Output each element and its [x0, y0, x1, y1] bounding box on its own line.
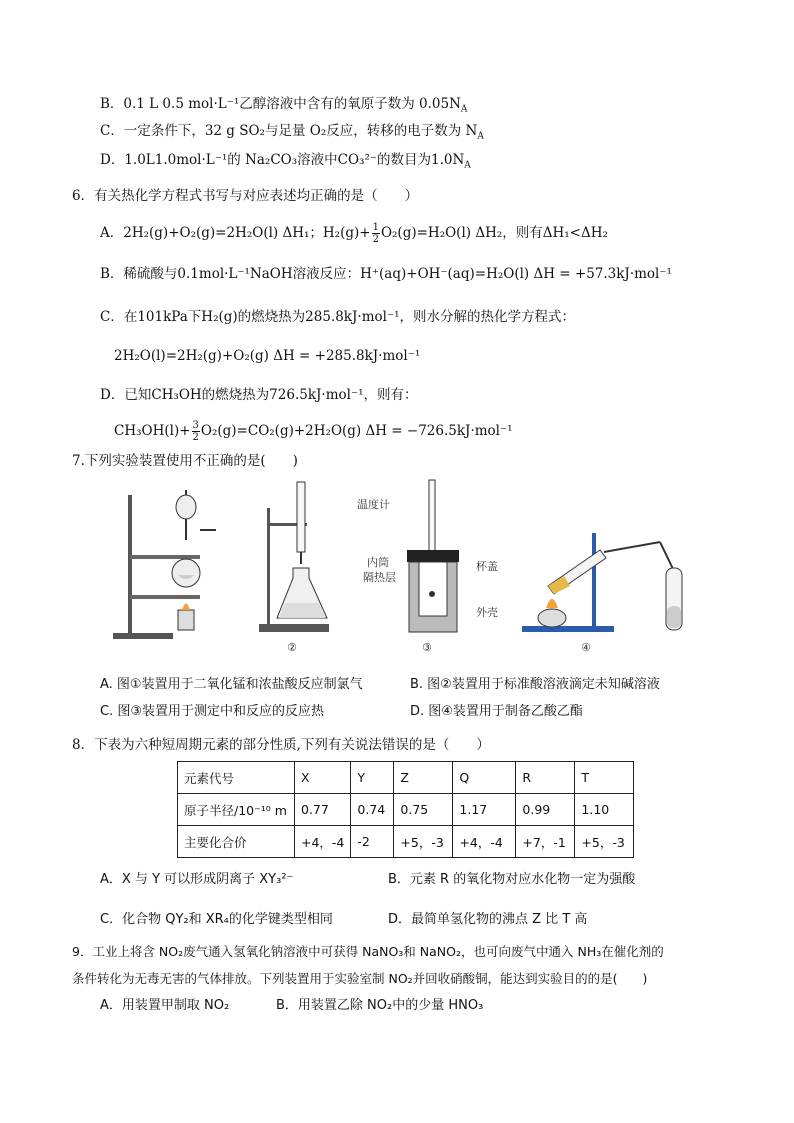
table-header-cell: R: [516, 762, 575, 794]
q6-option-a: A．2H₂(g)+O₂(g)=2H₂O(l) ΔH₁；H₂(g)+ $\frac{1}{2}$ O₂(g)=H₂O(l) ΔH₂，则有ΔH₁<ΔH₂: [100, 222, 608, 245]
q6-stem: 6．有关热化学方程式书写与对应表述均正确的是（ ）: [72, 188, 419, 204]
q7-option-d: D. 图④装置用于制备乙酸乙酯: [410, 704, 583, 719]
lid-label: 杯盖: [476, 560, 498, 573]
table-cell: 0.74: [351, 794, 394, 826]
table-cell: +5，-3: [575, 826, 634, 858]
q5-option-b: B．0.1 L 0.5 mol·L⁻¹乙醇溶液中含有的氧原子数为 $0.05N_A$: [100, 96, 468, 115]
table-header-cell: Z: [394, 762, 453, 794]
q7-option-b: B. 图②装置用于标准酸溶液滴定未知碱溶液: [410, 677, 660, 692]
table-cell: -2: [351, 826, 394, 858]
table-row: [178, 826, 634, 858]
q9-stem-line1: 9．工业上将含 NO₂废气通入氢氧化钠溶液中可获得 NaNO₃和 NaNO₂，也可向废气中通入 NH₃在催化剂的: [72, 944, 664, 959]
table-header-cell: X: [295, 762, 351, 794]
table-cell: +4，-4: [295, 826, 351, 858]
table-cell: +7，-1: [516, 826, 575, 858]
table-row: [178, 762, 634, 794]
q7-option-a: A. 图①装置用于二氧化锰和浓盐酸反应制氯气: [100, 677, 363, 692]
table-cell: 0.75: [394, 794, 453, 826]
table-row-label: 主要化合价: [178, 826, 295, 858]
q8-option-a: A．X 与 Y 可以形成阴离子 XY₃²⁻: [100, 872, 294, 887]
fraction-half: $\frac{1}{2}$: [372, 222, 379, 245]
table-cell: 1.17: [453, 794, 516, 826]
q9-option-b: B．用装置乙除 NO₂中的少量 HNO₃: [276, 998, 484, 1013]
table-header-cell: Q: [453, 762, 516, 794]
figure-3-calorimeter: [405, 478, 461, 638]
figure-2-titration-apparatus: [255, 478, 335, 638]
table-cell: 1.10: [575, 794, 634, 826]
element-properties-table: [177, 761, 634, 858]
q6-option-d: D．已知CH₃OH的燃烧热为726.5kJ·mol⁻¹，则有：: [100, 387, 418, 403]
table-header-cell: Y: [351, 762, 394, 794]
table-cell: 0.99: [516, 794, 575, 826]
fraction-three-halves: $\frac{3}{2}$: [192, 420, 199, 443]
q6-option-c: C．在101kPa下H₂(g)的燃烧热为285.8kJ·mol⁻¹，则水分解的热化学方程式：: [100, 309, 575, 325]
table-header-cell: 元素代号: [178, 762, 295, 794]
q5-option-d: D．1.0L1.0mol·L⁻¹的 Na₂CO₃溶液中CO₃²⁻的数目为$1.0N_A$: [100, 152, 471, 171]
table-cell: +5，-3: [394, 826, 453, 858]
q8-option-b: B．元素 R 的氧化物对应水化物一定为强酸: [388, 872, 636, 887]
q6-option-c-equation: 2H₂O(l)=2H₂(g)+O₂(g) ΔH = +285.8kJ·mol⁻¹: [114, 348, 421, 364]
table-row-label: 原子半径/10⁻¹⁰ m: [178, 794, 295, 826]
q7-stem: 7.下列实验装置使用不正确的是( ): [72, 453, 298, 469]
q6-option-d-equation: CH₃OH(l)+ $\frac{3}{2}$ O₂(g)=CO₂(g)+2H₂O(g) ΔH = −726.5kJ·mol⁻¹: [114, 420, 513, 443]
inner-cylinder-label: 内筒: [367, 556, 389, 569]
figure-3-label: ③: [422, 641, 432, 654]
figure-1-chlorine-apparatus: [108, 485, 218, 645]
q8-option-c: C．化合物 QY₂和 XR₄的化学键类型相同: [100, 912, 333, 927]
q9-stem-line2: 条件转化为无毒无害的气体排放。下列装置用于实验室制 NO₂并回收硝酸铜，能达到实验目的的是( ): [72, 971, 648, 986]
table-row: [178, 794, 634, 826]
q5-option-c: C．一定条件下，32 g SO₂与足量 O₂反应，转移的电子数为 $N_A$: [100, 123, 484, 142]
figure-4-label: ④: [581, 641, 591, 654]
table-header-cell: T: [575, 762, 634, 794]
q6-option-b: B．稀硫酸与0.1mol·L⁻¹NaOH溶液反应：H⁺(aq)+OH⁻(aq)=H₂O(l) ΔH = +57.3kJ·mol⁻¹: [100, 266, 672, 282]
q8-option-d: D．最简单氢化物的沸点 Z 比 T 高: [388, 912, 588, 927]
q8-stem: 8．下表为六种短周期元素的部分性质,下列有关说法错误的是（ ）: [72, 737, 490, 753]
thermometer-label: 温度计: [357, 498, 390, 511]
table-cell: +4，-4: [453, 826, 516, 858]
table-cell: 0.77: [295, 794, 351, 826]
q9-option-a: A．用装置甲制取 NO₂: [100, 998, 230, 1013]
insulation-layer-label: 隔热层: [363, 571, 396, 584]
figure-2-label: ②: [287, 641, 297, 654]
q7-option-c: C. 图③装置用于测定中和反应的反应热: [100, 704, 324, 719]
shell-label: 外壳: [476, 606, 498, 619]
figure-4-ester-apparatus: [520, 528, 695, 638]
